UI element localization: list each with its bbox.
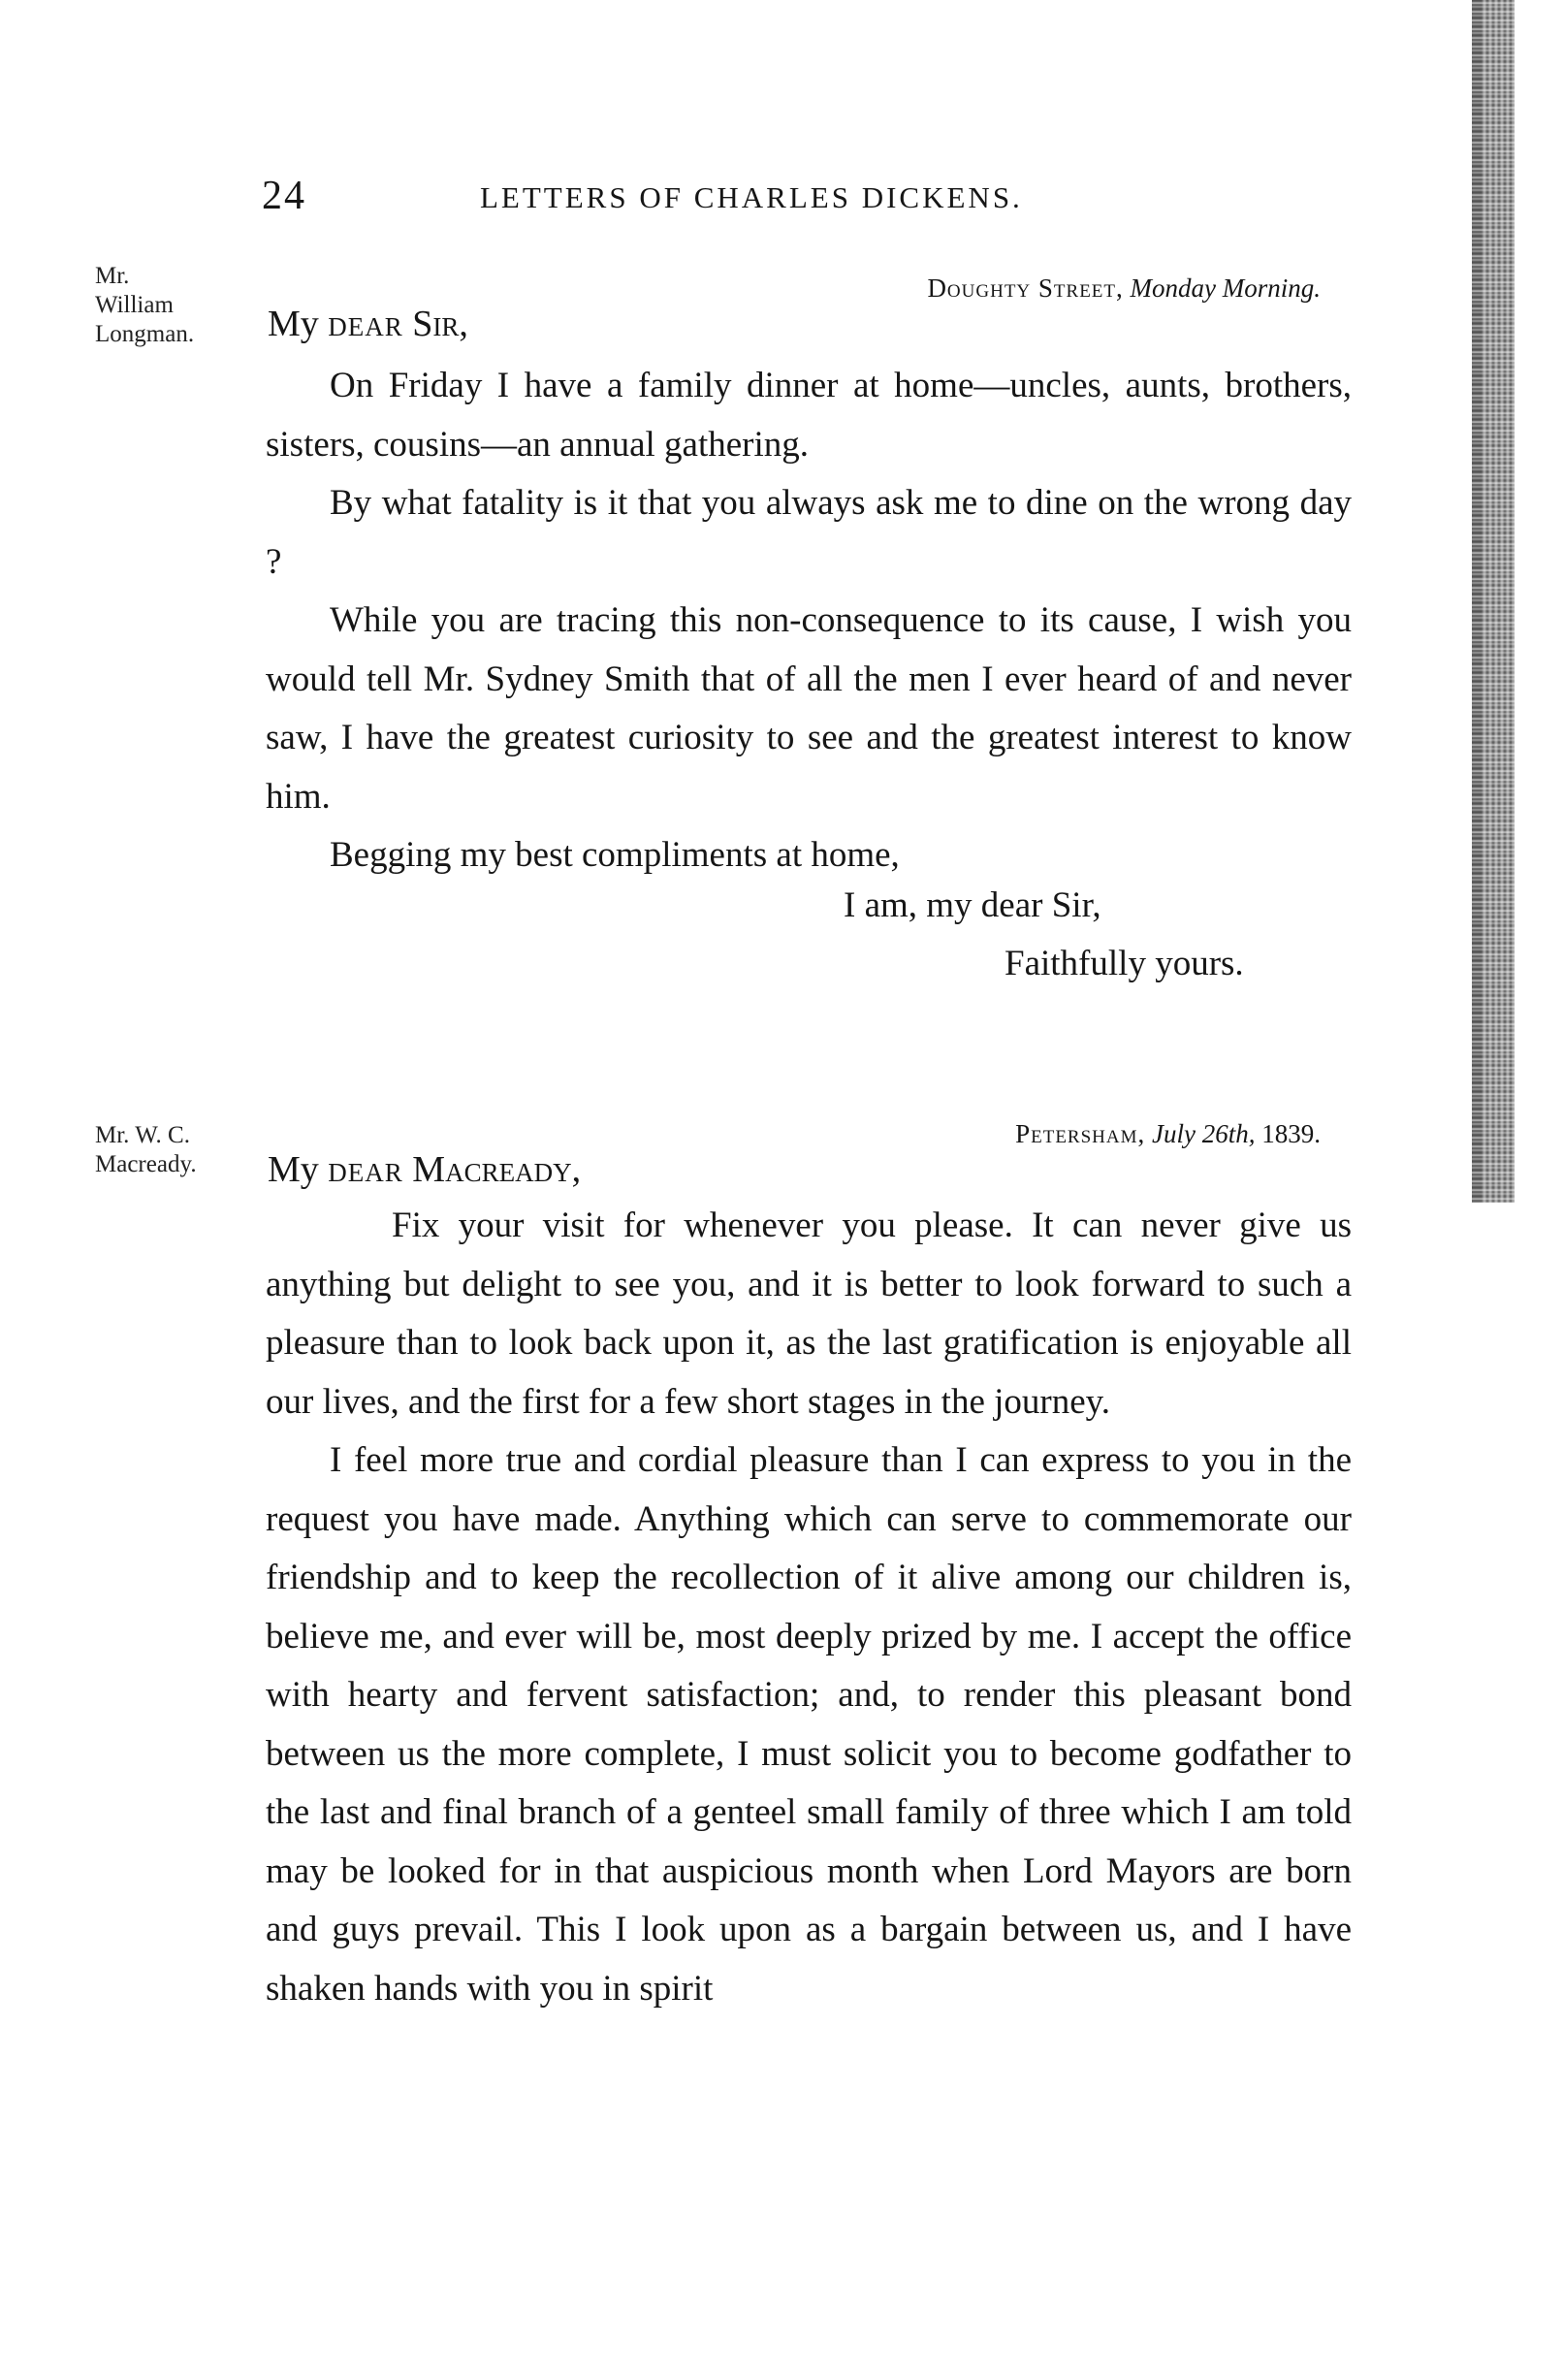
dateline-place: Doughty Street,: [927, 273, 1124, 303]
paragraph: Fix your visit for whenever you please. It can never give us anything but delight to see you, and it is better to look forward to such a pleasure than to look back upon it, as the last gratification is enjoyable all our lives, and the first for a few short stages in the journey.: [266, 1206, 1352, 1422]
paragraph: On Friday I have a family dinner at home—uncles, aunts, brothers, sisters, cousins—an annual gathering.: [266, 366, 1352, 465]
page-number: 24: [262, 174, 306, 218]
dateline-year: 1839.: [1261, 1119, 1321, 1148]
closing-line: I am, my dear Sir,: [844, 885, 1101, 925]
recipient-note: Mr. W. C. Macready.: [95, 1122, 197, 1177]
salutation: My DEAR Sir,: [268, 304, 468, 344]
running-title: LETTERS OF CHARLES DICKENS.: [480, 180, 1023, 214]
paragraph: I feel more true and cordial pleasure than I can express to you in the request you have made. Anything which can serve to commemorate our friendship and to keep the recollection of it alive among our children is, believe me, and ever will be, most deeply prized by me. I accept the office with hearty and fervent satisfaction; and, to render this pleasant bond between us the more complete, I must solicit you to become godfather to the last and final branch of a genteel small family of three which I am told may be looked for in that auspicious month when Lord Mayors are born and guys prevail. This I look upon as a bargain between us, and I have shaken hands with you in spirit: [266, 1440, 1352, 2009]
paragraph: By what fatality is it that you always ask me to dine on the wrong day ?: [266, 483, 1352, 582]
paragraph: Begging my best compliments at home,: [330, 835, 900, 875]
letter-body: [266, 357, 1352, 885]
salutation: My DEAR Macready,: [268, 1149, 582, 1190]
dateline: [927, 273, 1321, 304]
paragraph: While you are tracing this non-consequence to its cause, I wish you would tell Mr. Sydney Smith that of all the men I ever heard of and never saw, I have the greatest curiosity to see and the greatest interest to know him.: [266, 600, 1352, 817]
dateline-date: July 26th,: [1152, 1119, 1256, 1148]
recipient-note: Mr. William Longman.: [95, 263, 195, 347]
dateline-date: Monday Morning.: [1130, 273, 1321, 303]
binding-shadow: [1472, 0, 1515, 1203]
dateline: [1015, 1119, 1321, 1149]
dateline-place: Petersham,: [1015, 1119, 1146, 1148]
running-head: [262, 173, 1367, 231]
letter-body: [266, 1197, 1352, 2018]
signoff: Faithfully yours.: [1005, 944, 1244, 983]
